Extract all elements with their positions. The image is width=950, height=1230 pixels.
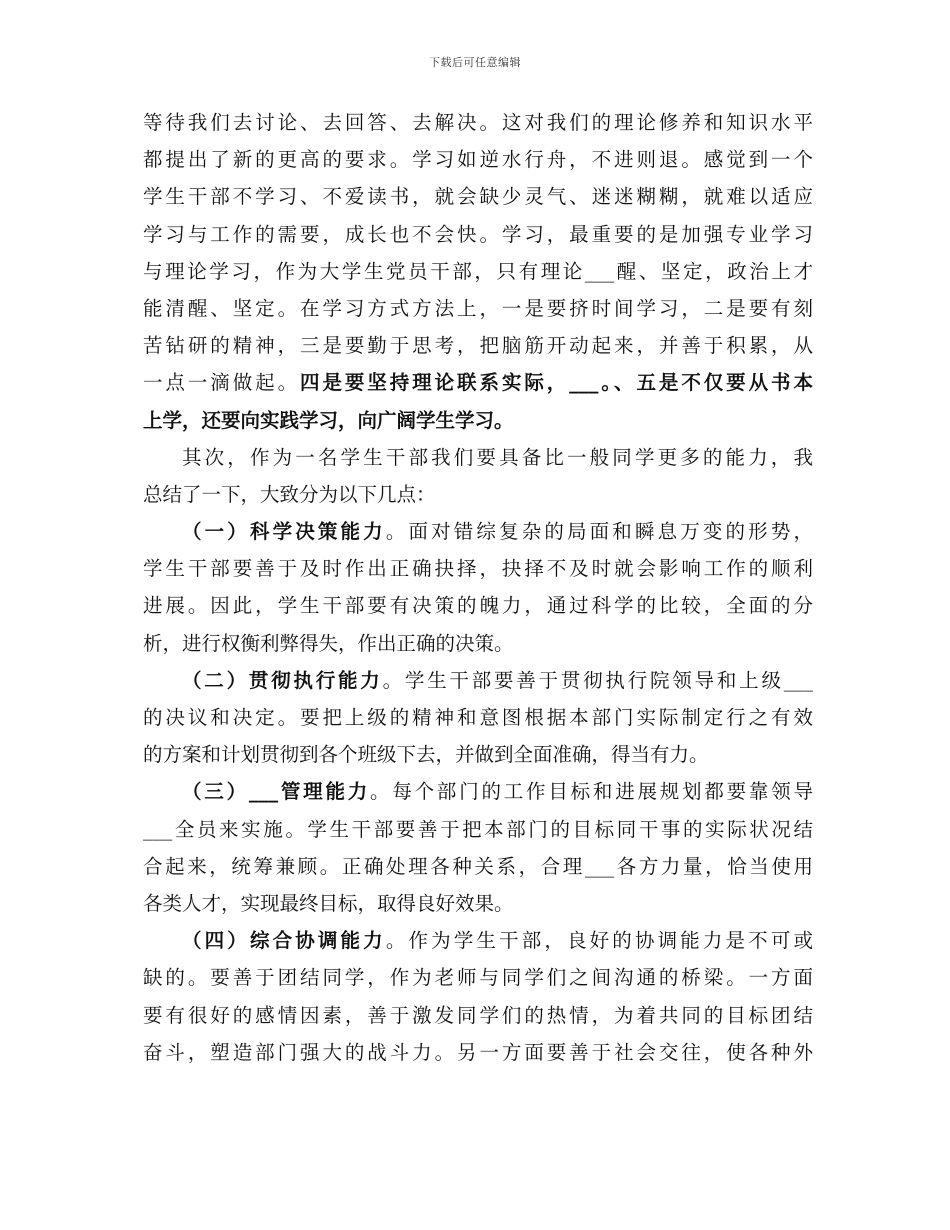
text-line: 能清醒、坚定。在学习方式方法上，一是要挤时间学习，二是要有刻 (143, 296, 813, 320)
text-line: 等待我们去讨论、去回答、去解决。这对我们的理论修养和知识水平 (143, 111, 813, 134)
document-body (143, 104, 813, 1071)
section-heading-line: （四）综合协调能力。作为学生干部，良好的协调能力是不可或 (182, 929, 813, 953)
text-line: 合起来，统筹兼顾。正确处理各种关系，合理___各方力量，恰当使用 (143, 854, 813, 878)
text-line: 的方案和计划贯彻到各个班级下去，并做到全面准确，得当有力。 (143, 743, 709, 767)
text-line: 奋斗，塑造部门强大的战斗力。另一方面要善于社会交往，使各种外 (143, 1040, 813, 1064)
text-line: 学生干部要善于及时作出正确抉择，抉择不及时就会影响工作的顺利 (143, 557, 813, 581)
text-line: 上学，还要向实践学习，向广阔学生学习。 (143, 408, 514, 432)
text-line: 各类人才，实现最终目标，取得良好效果。 (143, 891, 514, 915)
text-line: 缺的。要善于团结同学，作为老师与同学们之间沟通的桥梁。一方面 (143, 966, 813, 990)
text-line: 学生干部不学习、不爱读书，就会缺少灵气、迷迷糊糊，就难以适应 (143, 185, 813, 209)
text-line: 都提出了新的更高的要求。学习如逆水行舟，不进则退。感觉到一个 (143, 148, 813, 172)
page-header: 下载后可任意编辑 (429, 56, 521, 69)
text-line: 苦钻研的精神，三是要勤于思考，把脑筋开动起来，并善于积累，从 (143, 334, 813, 358)
text-line: 进展。因此，学生干部要有决策的魄力，通过科学的比较，全面的分 (143, 594, 813, 618)
text-line: 总结了一下，大致分为以下几点： (143, 482, 436, 506)
text-line: 析，进行权衡利弊得失，作出正确的决策。 (143, 631, 514, 655)
text-line: 与理论学习，作为大学生党员干部，只有理论___醒、坚定，政治上才 (143, 259, 813, 283)
section-heading-line: （三）___管理能力。每个部门的工作目标和进展规划都要靠领导 (182, 780, 813, 804)
section-heading-line: （一）科学决策能力。面对错综复杂的局面和瞬息万变的形势， (182, 520, 813, 544)
text-line: ___全员来实施。学生干部要善于把本部门的目标同干事的实际状况结 (143, 817, 813, 841)
text-line: 要有很好的感情因素，善于激发同学们的热情，为着共同的目标团结 (143, 1003, 813, 1027)
text-line: 其次，作为一名学生干部我们要具备比一般同学更多的能力，我 (182, 445, 813, 469)
text-line: 学习与工作的需要，成长也不会快。学习，最重要的是加强专业学习 (143, 222, 813, 246)
text-line: 一点一滴做起。四是要坚持理论联系实际，___。、五是不仅要从书本 (143, 371, 813, 395)
section-heading-line: （二）贯彻执行能力。学生干部要善于贯彻执行院领导和上级___ (182, 668, 813, 692)
text-line: 的决议和决定。要把上级的精神和意图根据本部门实际制定行之有效 (143, 706, 813, 729)
